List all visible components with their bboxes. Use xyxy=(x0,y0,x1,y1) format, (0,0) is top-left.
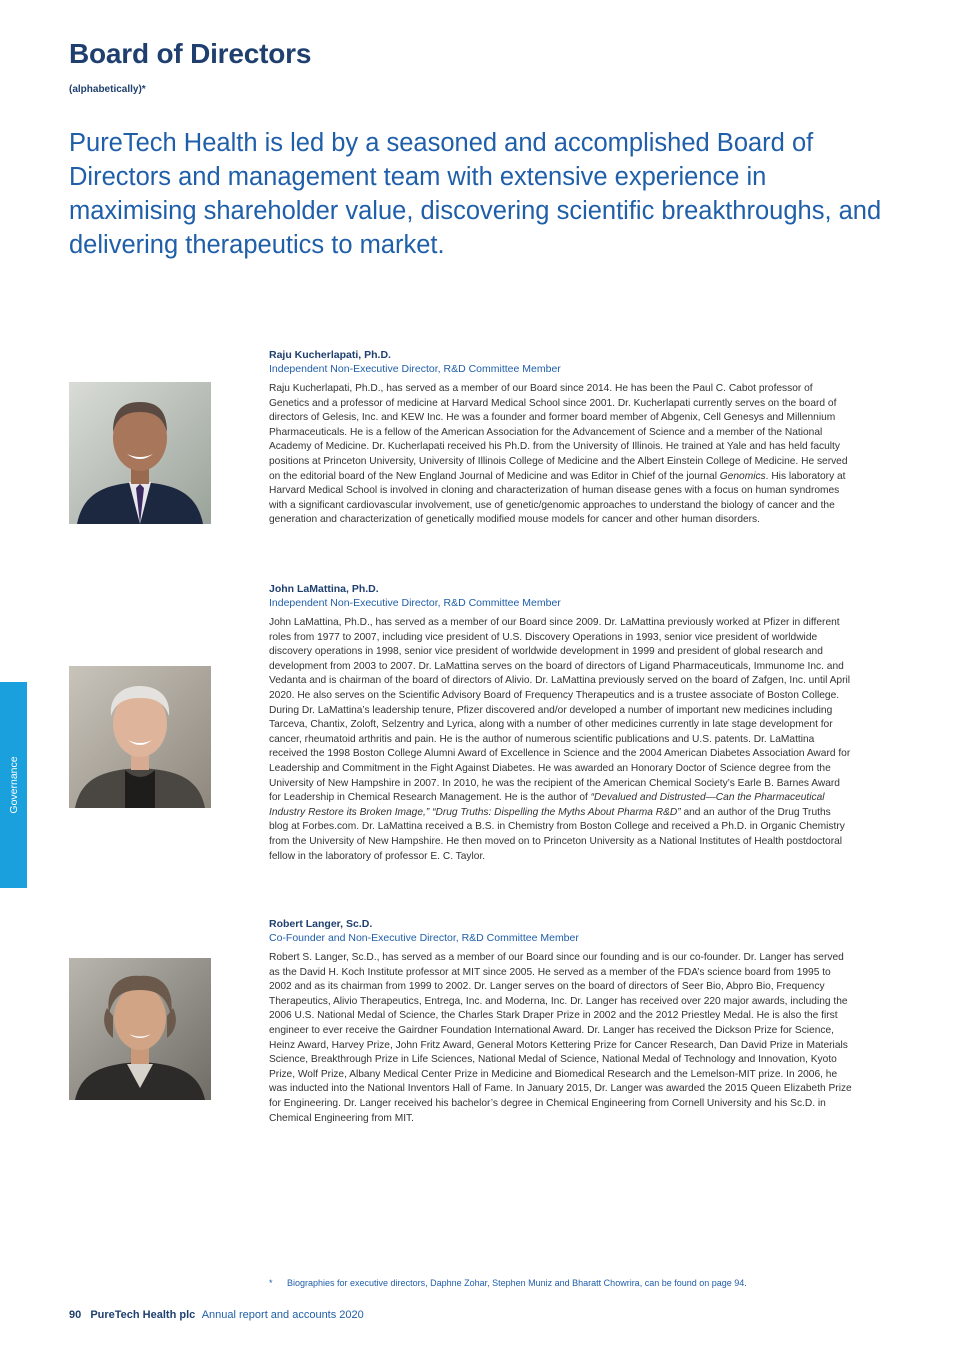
director-name: Robert Langer, Sc.D. xyxy=(269,918,373,930)
director-photo-kucherlapati xyxy=(69,382,211,524)
page-number: 90 xyxy=(69,1309,82,1321)
director-name: John LaMattina, Ph.D. xyxy=(269,583,379,595)
footer-company: PureTech Health plc xyxy=(90,1309,196,1321)
section-tab-label: Governance xyxy=(7,756,20,814)
intro-statement: PureTech Health is led by a seasoned and accomplished Board of Directors and management team with extensive experience in maximising shareholder value, discovering scientific breakthroughs, and delivering therapeutics to market. xyxy=(69,129,882,259)
portrait-kucherlapati xyxy=(69,382,211,524)
footnote-text: Biographies for executive directors, Daphne Zohar, Stephen Muniz and Bharatt Chowrira, can be found on page 94. xyxy=(287,1278,747,1288)
director-role: Co-Founder and Non-Executive Director, R&D Committee Member xyxy=(269,932,579,944)
footnote-mark: * xyxy=(269,1278,273,1288)
section-tab-governance[interactable] xyxy=(0,682,27,888)
page-footer xyxy=(69,1309,364,1321)
page-subtitle: (alphabetically)* xyxy=(69,84,146,95)
director-photo-lamattina xyxy=(69,666,211,808)
director-entry xyxy=(269,917,852,1126)
footer-report: Annual report and accounts 2020 xyxy=(201,1309,364,1321)
director-name: Raju Kucherlapati, Ph.D. xyxy=(269,349,391,361)
director-bio: Raju Kucherlapati, Ph.D., has served as a member of our Board since 2014. He has been the Paul C. Cabot professor of Genetics and a professor of medicine at Harvard Medical School since 2001. Dr. Kucherlapati currently serves on the board of directors of Gelesis, Inc. and KEW Inc. He was a founder and former board member of Abgenix, Cell Genesys and Millennium Pharmaceuticals. He is a fellow of the American Association for the Advancement of Science and a member of the National Academy of Medicine. Dr. Kucherlapati received his Ph.D. from the University of Illinois. He trained at Yale and has held faculty positions at Princeton University, University of Illinois College of Medicine and the Albert Einstein College of Medicine. He served on the editorial board of the New England Journal of Medicine and was Editor in Chief of the journal Genomics. His laboratory at Harvard Medical School is involved in cloning and characterization of human disease genes with a focus on human syndromes with a significant cardiovascular involvement, use of genetic/genomic approaches to understand the biology of cancer and the generation and characterization of genetically modified mouse models for cancer and other human disorders. xyxy=(269,383,848,526)
director-role: Independent Non-Executive Director, R&D Committee Member xyxy=(269,597,561,609)
director-entry xyxy=(269,348,852,528)
director-bio: Robert S. Langer, Sc.D., has served as a member of our Board since our founding and is our co-founder. Dr. Langer has served as the David H. Koch Institute professor at MIT since 2005. He served as a member of the FDA’s science board from 1995 to 2002 and as its chairman from 1999 to 2002. Dr. Langer serves on the board of directors of Seer Bio, Abpro Bio, Frequency Therapeutics, Alivio Therapeutics, Entrega, Inc. and Moderna, Inc. Dr. Langer has received over 220 major awards, including the 2006 U.S. National Medal of Science, the Charles Stark Draper Prize in 2002 and the 2012 Priestley Medal. He is also the first engineer to ever receive the Gairdner Foundation International Award. Dr. Langer has received the Dickson Prize for Science, Heinz Award, Harvey Prize, John Fritz Award, General Motors Kettering Prize for Cancer Research, Dan David Prize in Materials Science, Breakthrough Prize in Life Sciences, National Medal of Science, National Medal of Technology and Innovation, Kyoto Prize, Wolf Prize, Albany Medical Center Prize in Medicine and Biomedical Research and the Lemelson-MIT prize. In 2006, he was inducted into the National Inventors Hall of Fame. In January 2015, Dr. Langer was awarded the 2015 Queen Elizabeth Prize for Engineering. Dr. Langer received his bachelor’s degree in Chemical Engineering from Cornell University and his Sc.D. in Chemical Engineering from MIT. xyxy=(269,952,852,1124)
director-bio: John LaMattina, Ph.D., has served as a member of our Board since 2009. Dr. LaMattina previously worked at Pfizer in different roles from 1977 to 2007, including vice president of U.S. Discovery Operations in 1993, senior vice president of worldwide discovery operations in 1998, senior vice president of worldwide development in 1999 and president of global research and development from 2003 to 2007. Dr. LaMattina serves on the board of directors of Ligand Pharmaceuticals, Immunome Inc. and Vedanta and is chairman of the board of directors of Alivio. Dr. LaMattina previously served on the board of Zafgen, Inc. until April 2020. He also serves on the Scientific Advisory Board of Frequency Therapeutics and is a trustee associate of Boston College. During Dr. LaMattina’s leadership tenure, Pfizer discovered and/or developed a number of important new medicines including Tarceva, Chantix, Zoloft, Selzentry and Lyrica, along with a number of other medicines currently in late stage development for cancer, rheumatoid arthritis and pain. He is the author of numerous scientific publications and U.S. patents. Dr. LaMattina received the 1998 Boston College Alumni Award of Excellence in Science and the 2004 American Diabetes Association Award for Leadership and Commitment in the Fight Against Diabetes. He was awarded an Honorary Doctor of Science degree from the University of New Hampshire in 2007. In 2010, he was the recipient of the American Chemical Society’s Earle B. Barnes Award for Leadership in Chemical Research Management. He is the author of “Devalued and Distrusted—Can the Pharmaceutical Industry Restore its Broken Image,” “Drug Truths: Dispelling the Myths About Pharma R&D” and an author of the Drug Truths blog at Forbes.com. Dr. LaMattina received a B.S. in Chemistry from Boston College and received a Ph.D. in Organic Chemistry from the University of New Hampshire. He then moved on to Princeton University as a National Institutes of Health postdoctoral fellow in the laboratory of professor E. C. Taylor. xyxy=(269,617,851,862)
page-title: Board of Directors xyxy=(69,38,312,69)
director-role: Independent Non-Executive Director, R&D Committee Member xyxy=(269,363,561,375)
portrait-lamattina xyxy=(69,666,211,808)
director-entry xyxy=(269,582,852,864)
portrait-langer xyxy=(69,958,211,1100)
footnote xyxy=(269,1278,747,1288)
director-photo-langer xyxy=(69,958,211,1100)
